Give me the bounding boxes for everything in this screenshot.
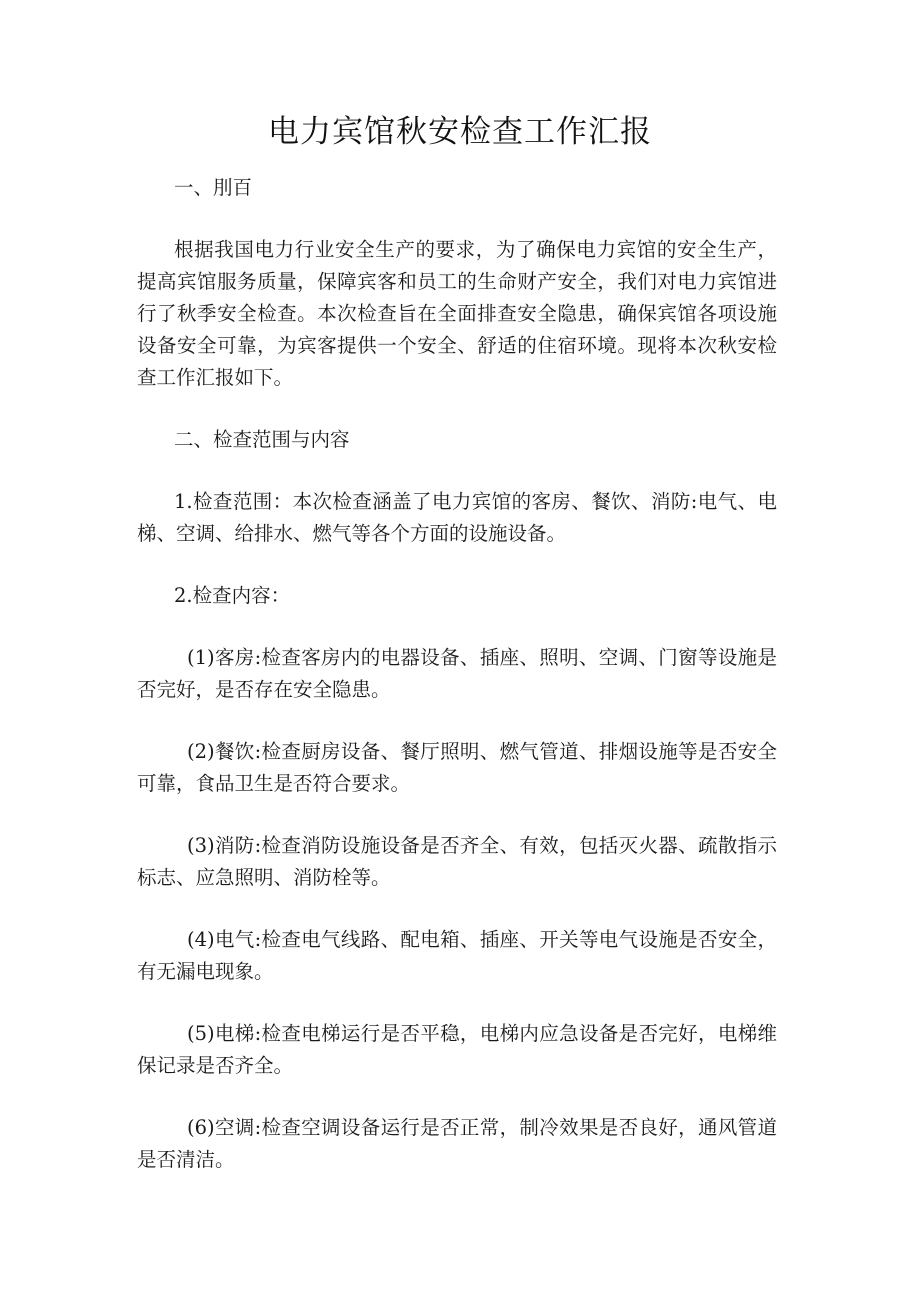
list-item-fire: (3)消防:检查消防设施设备是否齐全、有效，包括灭火器、疏散指示标志、应急照明、消防栓等。 (137, 834, 777, 889)
list-item-air-conditioning: (6)空调:检查空调设备运行是否正常，制冷效果是否良好，通风管道是否清洁。 (137, 1116, 777, 1171)
page-title: 电力宾馆秋安检查工作汇报 (268, 114, 652, 150)
paragraph-content-heading: 2.检查内容： (174, 584, 291, 607)
list-item-rooms: (1)客房:检查客房内的电器设备、插座、照明、空调、门窗等设施是否完好，是否存在安全隐患。 (137, 646, 777, 701)
document-body (137, 172, 777, 1176)
section-heading-scope: 二、检查范围与内容 (174, 428, 350, 451)
list-item-electrical: (4)电气:检查电气线路、配电箱、插座、开关等电气设施是否安全，有无漏电现象。 (137, 928, 777, 983)
list-item-dining: (2)餐饮:检查厨房设备、餐厅照明、燃气管道、排烟设施等是否安全可靠，食品卫生是否符合要求。 (137, 740, 777, 795)
section-heading-foreword: 一、刖百 (174, 176, 253, 199)
paragraph-scope: 1.检查范围：本次检查涵盖了电力宾馆的客房、餐饮、消防:电气、电梯、空调、给排水、燃气等各个方面的设施设备。 (137, 490, 777, 545)
list-item-elevator: (5)电梯:检查电梯运行是否平稳，电梯内应急设备是否完好，电梯维保记录是否齐全。 (137, 1022, 777, 1077)
paragraph-intro: 根据我国电力行业安全生产的要求，为了确保电力宾馆的安全生产，提高宾馆服务质量，保障宾客和员工的生命财产安全，我们对电力宾馆进行了秋季安全检查。本次检查旨在全面排查安全隐患，确保宾馆各项设施设备安全可靠，为宾客提供一个安全、舒适的住宿环境。现将本次秋安检查工作汇报如下。 (137, 238, 777, 389)
